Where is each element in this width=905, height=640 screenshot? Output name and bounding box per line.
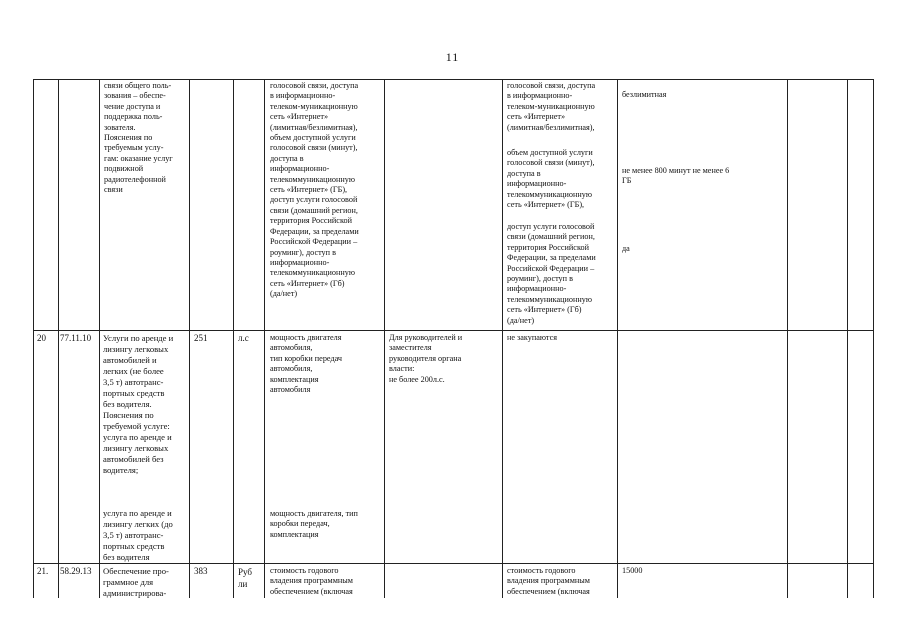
characteristic-cell: мощность двигателя, тип коробки передач, комплектация [270,509,358,539]
body-value-cell: не закупаются [507,333,557,342]
service-name-cell: Обеспечение про- граммное для администрирова- [103,566,169,598]
column-divider [99,79,100,598]
column-divider [617,79,618,598]
okei-code-cell: 251 [194,333,208,343]
column-divider [58,79,59,598]
table-border-top [33,79,873,80]
column-divider [847,79,848,598]
body-value-cell: объем доступной услуги голосовой связи (минут), доступа в информационно- телекоммуникационную сеть «Интернет» (ГБ), [507,148,595,210]
characteristic-cell: голосовой связи, доступа в информационно- телеком-муникационную сеть «Интернет» (лимитная/безлимитная), объем доступной услуги голосовой связи (минут), доступа в информационно- телекоммуникационную сеть «Интернет» (ГБ), доступ услуги голосовой связи (домашний регион, территория Российской Федерации, за пределами Российской Федерации – роуминг), доступ в информационно- телекоммуникационную сеть «Интернет» (Гб) (да/нет) [270,81,359,299]
column-divider [502,79,503,598]
final-value-cell: да [622,244,630,253]
body-value-cell: стоимость годового владения программным обеспечением (включая [507,566,590,596]
row-number-cell: 21. [37,566,49,576]
characteristic-cell: стоимость годового владения программным обеспечением (включая [270,566,353,596]
body-value-cell: доступ услуги голосовой связи (домашний регион, территория Российской Федерации, за пределами Российской Федерации – роуминг), доступ в информационно- телекоммуникационную сеть «Интернет» (Гб) (да/нет) [507,222,596,325]
column-divider [189,79,190,598]
column-divider [233,79,234,598]
final-value-cell: не менее 800 минут не менее 6 ГБ [622,166,730,186]
column-divider [384,79,385,598]
page-number: 11 [445,50,460,64]
code-cell: 58.29.13 [60,566,92,576]
characteristic-cell: мощность двигателя автомобиля, тип коробки передач автомобиля, комплектация автомобиля [270,333,343,395]
body-value-cell: голосовой связи, доступа в информационно- телеком-муникационную сеть «Интернет» (лимитная/безлимитная), [507,81,596,132]
final-value-cell: 15000 [622,566,643,575]
table-border-right [873,79,874,598]
final-value-cell: безлимитная [622,90,667,99]
code-cell: 77.11.10 [60,333,92,343]
row-number-cell: 20 [37,333,46,343]
service-name-cell: услуга по аренде и лизингу легких (до 3,5 т) автотранс- портных средств без водителя [103,508,173,562]
row-divider [33,330,873,331]
unit-cell: Руб ли [238,567,252,589]
column-divider [787,79,788,598]
approved-value-cell: Для руководителей и заместителя руководителя органа власти: не более 200л.с. [389,333,463,384]
service-name-cell: Услуги по аренде и лизингу легковых автомобилей и легких (не более 3,5 т) автотранс- портных средств без водителя. Пояснения по требуемой услуге: услуга по аренде и лизингу легковых автомобилей без водителя; [103,333,174,475]
column-divider [264,79,265,598]
table-border-left [33,79,34,598]
row-divider [33,563,873,564]
okei-code-cell: 383 [194,566,208,576]
service-name-cell: связи общего поль- зования – обеспе- чение доступа и поддержка поль- зователя. Пояснения по требуемым услу- гам: оказание услуг подвижной радиотелефонной связи [104,81,173,195]
unit-cell: л.с [238,333,249,343]
